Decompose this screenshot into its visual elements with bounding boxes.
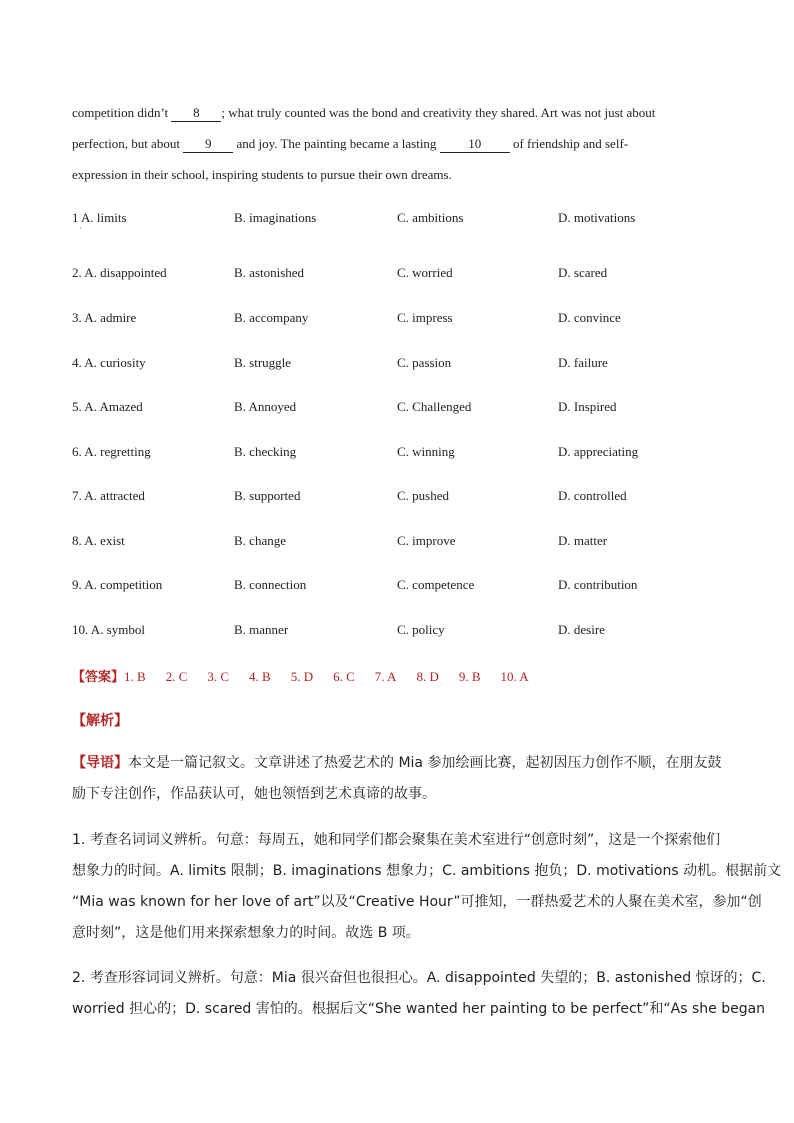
- question-row: [72, 310, 722, 330]
- option-b: B. accompany: [234, 310, 309, 325]
- question-number: 1: [72, 210, 79, 225]
- option-c: C. impress: [397, 310, 453, 325]
- option-d: D. matter: [558, 533, 608, 548]
- option-b: B. checking: [234, 444, 297, 459]
- question-row: [72, 210, 722, 235]
- question-row: [72, 399, 722, 419]
- option-d: D. scared: [558, 265, 608, 280]
- answer-item: 6. C: [333, 669, 355, 684]
- question-number: 3.: [72, 310, 82, 325]
- option-c: C. improve: [397, 533, 456, 548]
- question-row: [72, 622, 722, 642]
- option-b: B. manner: [234, 622, 289, 637]
- blank-9: 9: [183, 136, 233, 153]
- option-b: B. Annoyed: [234, 399, 297, 414]
- question-number: 9.: [72, 577, 82, 592]
- option-b: B. change: [234, 533, 286, 548]
- question-row: [72, 577, 722, 597]
- blank-8: 8: [171, 105, 221, 122]
- document-page: [72, 0, 782, 1123]
- blank-10: 10: [440, 136, 510, 153]
- question-number: 8.: [72, 533, 82, 548]
- question-row: [72, 355, 722, 375]
- option-c: C. policy: [397, 622, 445, 637]
- passage-line-1: competition didn’t 8 ; what truly counted was the bond and creativity they shared. Art was not just about: [72, 105, 656, 120]
- guide-paragraph: 【导语】本文是一篇记叙文。文章讲述了热爱艺术的 Mia 参加绘画比赛，起初因压力创作不顺，在朋友鼓 励下专注创作，作品获认可，她也领悟到艺术真谛的故事。: [72, 755, 722, 802]
- option-a: 4. A. curiosity: [72, 355, 146, 370]
- explanation-2: 2. 考查形容词词义辨析。句意：Mia 很兴奋但也很担心。A. disappointed 失望的；B. astonished 惊讶的；C. worried 担心的；D. scared 害怕的。根据后文“She wanted her painting to be perfect”和“As she began: [72, 970, 766, 1017]
- answer-item: 8. D: [416, 669, 439, 684]
- option-d: D. contribution: [558, 577, 638, 592]
- option-c: C. winning: [397, 444, 455, 459]
- option-a: 10. A. symbol: [72, 622, 145, 637]
- passage-end: [72, 97, 722, 190]
- option-d: D. desire: [558, 622, 605, 637]
- option-c: C. Challenged: [397, 399, 472, 414]
- option-a: 2. A. disappointed: [72, 265, 167, 280]
- question-row: [72, 265, 722, 285]
- answer-line: [72, 666, 549, 685]
- option-b: B. connection: [234, 577, 307, 592]
- option-a: 1 A. limits: [72, 210, 127, 225]
- option-b: B. supported: [234, 488, 301, 503]
- question-row: [72, 444, 722, 464]
- passage-line-2: perfection, but about 9 and joy. The painting became a lasting 10 of friendship and self-: [72, 136, 629, 151]
- answer-item: 1. B: [124, 669, 146, 684]
- option-b: B. struggle: [234, 355, 292, 370]
- option-d: D. failure: [558, 355, 608, 370]
- option-b: B. astonished: [234, 265, 305, 280]
- option-a: 3. A. admire: [72, 310, 137, 325]
- answer-item: 3. C: [207, 669, 230, 684]
- option-d: D. Inspired: [558, 399, 617, 414]
- question-row: [72, 488, 722, 508]
- option-a: 7. A. attracted: [72, 488, 145, 503]
- option-c: C. passion: [397, 355, 452, 370]
- question-number: 7.: [72, 488, 82, 503]
- option-a: 6. A. regretting: [72, 444, 151, 459]
- answer-item: 5. D: [290, 669, 314, 684]
- question-number: 2.: [72, 265, 82, 280]
- answer-item: 7. A: [374, 669, 397, 684]
- option-d: D. controlled: [558, 488, 627, 503]
- passage-line-3: expression in their school, inspiring students to pursue their own dreams.: [72, 167, 452, 182]
- option-c: C. competence: [397, 577, 475, 592]
- option-c: C. pushed: [397, 488, 449, 503]
- option-c: C. ambitions: [397, 210, 464, 225]
- answer-items: [124, 669, 549, 684]
- question-number: 5.: [72, 399, 82, 414]
- answer-item: 2. C: [165, 669, 188, 684]
- explanation-1: 1. 考查名词词义辨析。句意：每周五，她和同学们都会聚集在美术室进行“创意时刻”，这是一个探索他们 想象力的时间。A. limits 限制；B. imaginations 想象力；C. ambitions 抱负；D. motivations 动机。根据前文 “Mia was known for her love of art”以及“Creative Hour”可推知，一群热爱艺术的人聚在美术室，参加“创 意时刻”，这是他们用来探索想象力的时间。故选 B 项。: [72, 832, 782, 941]
- stray-dot: ˙: [79, 226, 82, 235]
- answer-label: 【答案】: [72, 669, 125, 684]
- question-number: 4.: [72, 355, 82, 370]
- guide-label: 【导语】: [72, 755, 128, 771]
- option-a: 9. A. competition: [72, 577, 163, 592]
- option-a: 5. A. Amazed: [72, 399, 143, 414]
- option-b: B. imaginations: [234, 210, 317, 225]
- option-a: 8. A. exist: [72, 533, 125, 548]
- question-number: 6.: [72, 444, 82, 459]
- question-number: 10.: [72, 622, 89, 637]
- answer-item: 9. B: [458, 669, 481, 684]
- question-row: [72, 533, 722, 553]
- option-c: C. worried: [397, 265, 453, 280]
- option-d: D. convince: [558, 310, 621, 325]
- option-d: D. appreciating: [558, 444, 639, 459]
- answer-item: 10. A: [500, 669, 529, 684]
- answer-item: 4. B: [249, 669, 271, 684]
- analysis-label: 【解析】: [72, 713, 128, 729]
- option-d: D. motivations: [558, 210, 636, 225]
